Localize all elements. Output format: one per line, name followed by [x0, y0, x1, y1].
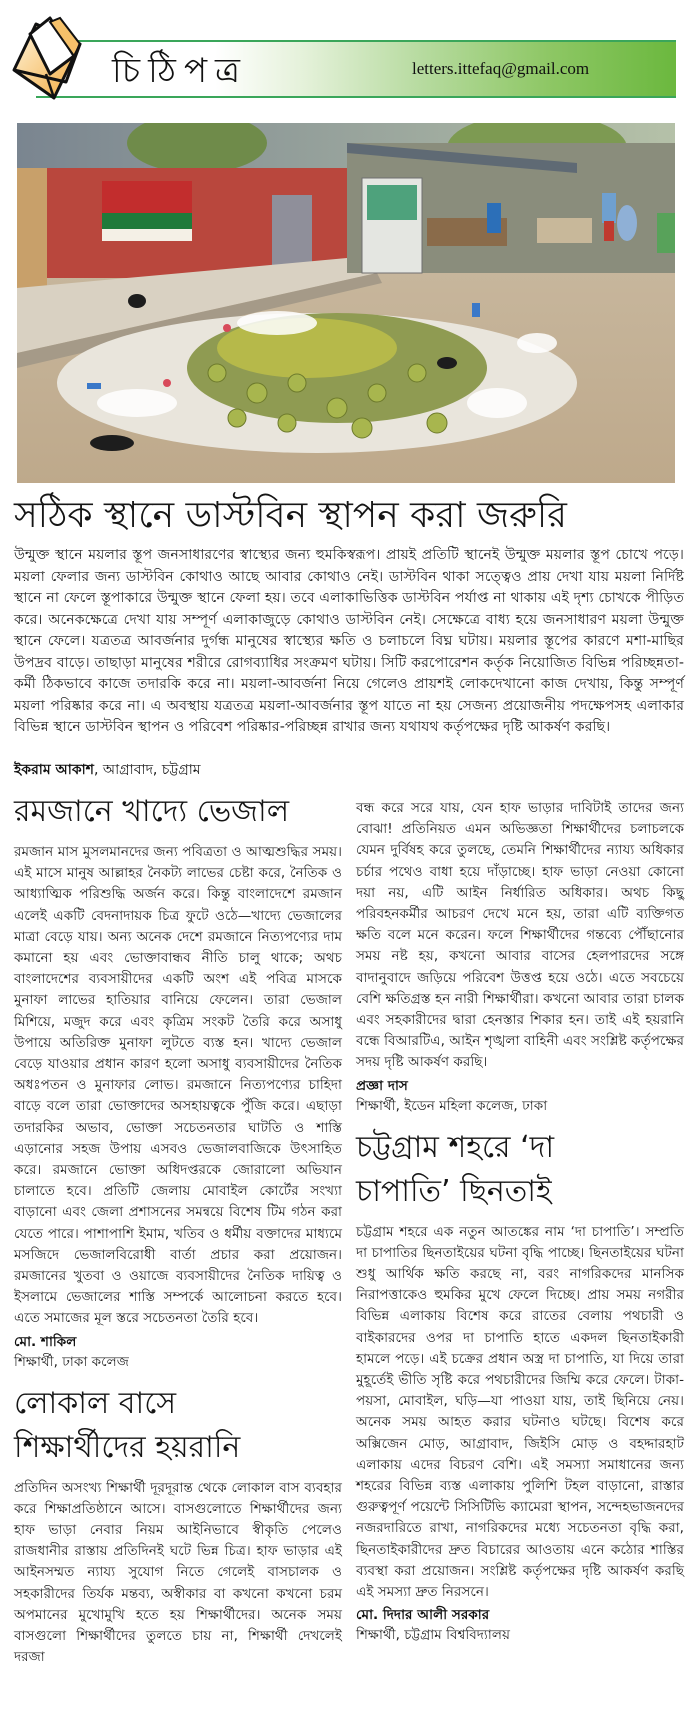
contact-email[interactable]: letters.ittefaq@gmail.com [412, 59, 590, 78]
letter-body: রমজান মাস মুসলমানদের জন্য পবিত্রতা ও আত্মশুদ্ধির সময়। এই মাসে মানুষ আল্লাহর নৈকট্য লাভের চেষ্টা করে, নৈতিক ও আধ্যাত্মিক পরিশুদ্ধি অর্জন করে। কিন্তু বাংলাদেশে রমজান এলেই একটি বেদনাদায়ক চিত্র ফুটে ওঠে—খাদ্যে ভেজালের মাত্রা বেড়ে যায়। অন্য অনেক দেশে রমজানে নিত্যপণ্যের দাম কমানো হয় এবং ভোক্তাবান্ধব নীতি চালু থাকে; অথচ বাংলাদেশের ব্যবসায়ীদের একটি অংশ এই পবিত্র মাসকে মুনাফা লাভের হাতিয়ার বানিয়ে ফেলেন। তারা ভেজাল মিশিয়ে, মজুদ করে এবং কৃত্রিম সংকট তৈরি করে অসাধু উপায়ে অতিরিক্ত মুনাফা লুটতে ব্যস্ত হন। খাদ্যে ভেজাল বেড়ে যাওয়ার প্রধান কারণ হলো অসাধু ব্যবসায়ীদের নৈতিক অধঃপতন ও মুনাফার লোভ। রমজানে নিত্যপণ্যের চাহিদা বাড়ে বলে তারা ভোক্তাদের অসহায়ত্বকে পুঁজি করে। এছাড়া তদারকির অভাব, ভোক্তা সচেতনতার ঘাটতি ও শাস্তি এড়ানোর সহজ উপায় এসবও ভেজালবাজিকে উৎসাহিত করে। রমজানে ভোক্তা অধিদপ্তরকে জোরালো অভিযান চালাতে হবে। প্রতিটি জেলায় মোবাইল কোর্টের সংখ্যা বাড়ানো এবং জেলা প্রশাসনের সমন্বয়ে বিশেষ টিম গঠন করা যেতে পারে। পাশাপাশি ইমাম, খতিব ও ধর্মীয় বক্তাদের মাধ্যমে মসজিদে ভেজালবিরোধী বার্তা প্রচার করা প্রয়োজন। রমজানের খুতবা ও ওয়াজে ব্যবসায়ীদের নৈতিক দায়িত্ব ও ইসলামে ভেজালের শাস্তি সম্পর্কে আলোচনা করতে হবে। এতে সমাজের মূল স্তরে সচেতনতা তৈরি হবে। [14, 844, 342, 1327]
letter-author: মো. দিদার আলী সরকার [356, 1607, 490, 1624]
letter-body-part2: বন্ধ করে সরে যায়, যেন হাফ ভাড়ার দাবিটাই তাদের জন্য বোঝা! প্রতিনিয়ত এমন অভিজ্ঞতা শিক্ষার্থীদের চলাচলকে যেমন দুর্বিষহ করে তুলছে, তেমনি শিক্ষার্থীদের ন্যায্য অধিকার চর্চার পথেও বাধা হয়ে দাঁড়াচ্ছে। হাফ ভাড়া নেওয়া কোনো দয়া নয়, এটি আইন নির্ধারিত অধিকার। অথচ কিছু পরিবহনকর্মীর আচরণ দেখে মনে হয়, তারা এটি ব্যক্তিগত ক্ষতি বলে মনে করেন। ফলে শিক্ষার্থীদের গন্তব্যে পৌঁছানোর সময় নষ্ট হয়, কখনো আবার বাসের হেলপারদের সঙ্গে বাদানুবাদে জড়িয়ে পরিবেশ উত্তপ্ত হয়ে ওঠে। এতে সবচেয়ে বেশি ক্ষতিগ্রস্ত হন নারী শিক্ষার্থীরা। কখনো আবার তারা চালক এবং সহকারীদের দ্বারা হেনস্তার শিকার হন। তাই এই হয়রানি বন্ধে বিআরটিএ, আইন শৃঙ্খলা বাহিনী এবং সংশ্লিষ্ট কর্তৃপক্ষের সদয় দৃষ্টি আকর্ষণ করছি। [356, 800, 684, 1071]
letter-title-line2: চাপাতি’ ছিনতাই [356, 1173, 552, 1209]
letter-ramadan [14, 790, 342, 1372]
letter-title [356, 1126, 684, 1214]
envelope-icon [10, 16, 98, 102]
letter-chattogram-snatching [356, 1126, 684, 1646]
letter-local-bus [14, 1382, 342, 1669]
lead-article-signature [14, 760, 201, 780]
letter-affiliation: শিক্ষার্থী, ঢাকা কলেজ [14, 1353, 129, 1370]
left-column [14, 790, 342, 1669]
letter-body-part1: প্রতিদিন অসংখ্য শিক্ষার্থী দূরদূরান্ত থেকে লোকাল বাস ব্যবহার করে শিক্ষাপ্রতিষ্ঠানে আসে। বাসগুলোতে শিক্ষার্থীদের জন্য হাফ ভাড়া নেবার নিয়ম আইনিভাবে স্বীকৃতি পেলেও রাজধানীর রাস্তায় প্রতিদিনই ঘটে ভিন্ন চিত্র। হাফ ভাড়ার এই আইনসম্মত ন্যায্য সুযোগ নিতে গেলেই বাসচালক ও সহকারীদের তির্যক মন্তব্য, অস্বীকার বা কখনো কখনো চরম অপমানের মুখোমুখি হতে হয় শিক্ষার্থীদের। অনেক সময় বাসগুলো শিক্ষার্থীদের তুলতে চায় না, শিক্ষার্থী দেখলেই দরজা [14, 1479, 342, 1666]
section-title: চিঠিপত্র [112, 51, 249, 91]
letter-title-line1: লোকাল বাসে [14, 1385, 177, 1421]
lead-article-body: উন্মুক্ত স্থানে ময়লার স্তূপ জনসাধারণের স্বাস্থ্যের জন্য হুমকিস্বরূপ। প্রায়ই প্রতিটি স্থানেই উন্মুক্ত ময়লার স্তূপ চোখে পড়ে। ময়লা ফেলার জন্য ডাস্টবিন কোথাও আছে আবার কোথাও নেই। ডাস্টবিন থাকা সত্ত্বেও প্রায় দেখা যায় ময়লা নির্দিষ্ট স্থানে না ফেলে স্তূপাকারে উন্মুক্ত স্থানে ফেলা হয়। তবে এলাকাভিত্তিক ডাস্টবিন পর্যাপ্ত না থাকায় এই দৃশ্য চোখকে পীড়িত করে। অনেকক্ষেত্রে দেখা যায় সম্পূর্ণ এলাকাজুড়ে কোথাও ডাস্টবিন নেই। সেক্ষেত্রে বাধ্য হয়ে জনসাধারণ ময়লা উন্মুক্ত স্থানে ফেলে। যত্রতত্র আবর্জনার দুর্গন্ধ মানুষের স্বাস্থ্যের ক্ষতি ও চলাচলে বিঘ্ন ঘটায়। ময়লার স্তূপের কারণে মশা-মাছির উপদ্রব বাড়ে। তাছাড়া মানুষের শরীরে রোগব্যাধির সংক্রমণ ঘটায়। সিটি করপোরেশন কর্তৃক নিয়োজিত বিভিন্ন পরিচ্ছন্নতা-কর্মী ঠিকভাবে কাজে তদারকি করে না। ময়লা-আবর্জনা নিয়ে গেলেও প্রায়শই লোকদেখানো কাজ দেখায়, কিন্তু সম্পূর্ণ ময়লা পরিষ্কার করে না। এ অবস্থায় যত্রতত্র ময়লা-আবর্জনার স্তূপ যাতে না হয় সেজন্য প্রয়োজনীয় পদক্ষেপসহ এলাকার বিভিন্ন স্থানে ডাস্টবিন স্থাপন ও পরিবেশ পরিষ্কার-পরিচ্ছন্ন রাখার জন্য যথাযথ কর্তৃপক্ষের দৃষ্টি আকর্ষণ করছি। [14, 547, 684, 735]
letter-author: মো. শাকিল [14, 1333, 77, 1350]
letter-body: চট্টগ্রাম শহরে এক নতুন আতঙ্কের নাম ‘দা চাপাতি’। সম্প্রতি দা চাপাতির ছিনতাইয়ের ঘটনা বৃদ্ধি পাচ্ছে। ছিনতাইয়ের ঘটনা শুধু আর্থিক ক্ষতি করছে না, বরং নাগরিকদের মানসিক নিরাপত্তাকেও হুমকির মুখে ফেলে দিচ্ছে। প্রায় সময় নগরীর বিভিন্ন এলাকায় বিশেষ করে রাতের বেলায় পথচারী ও বাইকারদের ওপর দা চাপাতি হাতে একদল ছিনতাইকারী হামলে পড়ে। এই চক্রের প্রধান অস্ত্র দা চাপাতি, যা দিয়ে তারা মুহূর্তেই ভীতি সৃষ্টি করে পথচারীদের জিম্মি করে ফেলে। টাকা-পয়সা, মোবাইল, ঘড়ি—যা পাওয়া যায়, তাই ছিনিয়ে নেয়। অনেক সময় আহত করার ঘটনাও ঘটছে। বিশেষ করে অক্সিজেন মোড়, আগ্রাবাদ, জিইসি মোড় ও বহদ্দারহাট এলাকায় এদের বিচরণ বেশি। এই সমস্যা সমাধানের জন্য শহরের বিভিন্ন ব্যস্ত এলাকায় পুলিশি টহল বাড়ানো, রাস্তার গুরুত্বপূর্ণ পয়েন্টে সিসিটিভি ক্যামেরা স্থাপন, সন্দেহভাজনদের নজরদারিতে রাখা, নাগরিকদের মধ্যে সচেতনতা বৃদ্ধি করা, ছিনতাইকারীদের দ্রুত বিচারের আওতায় এনে কঠোর শাস্তির ব্যবস্থা করা প্রয়োজন। সংশ্লিষ্ট কর্তৃপক্ষের দৃষ্টি আকর্ষণ করছি এই সমস্যা দ্রুত নিরসনে। [356, 1223, 684, 1601]
letter-author: প্রজ্ঞা দাস [356, 1077, 408, 1094]
letter-local-bus-continued [356, 798, 684, 1116]
letter-title: রমজানে খাদ্যে ভেজাল [14, 794, 290, 829]
article-photo [17, 123, 675, 483]
letter-affiliation: শিক্ষার্থী, চট্টগ্রাম বিশ্ববিদ্যালয় [356, 1627, 510, 1644]
masthead [0, 0, 696, 112]
lead-article-location: , আগ্রাবাদ, চট্টগ্রাম [93, 762, 201, 778]
lead-article-author: ইকরাম আকাশ [14, 762, 94, 778]
letter-affiliation: শিক্ষার্থী, ইডেন মহিলা কলেজ, ঢাকা [356, 1097, 548, 1114]
letter-title [14, 1382, 342, 1470]
garbage-street-photo [17, 123, 675, 483]
lead-article-title: সঠিক স্থানে ডাস্টবিন স্থাপন করা জরুরি [14, 495, 567, 536]
letter-title-line1: চট্টগ্রাম শহরে ‘দা [356, 1129, 555, 1165]
right-column [356, 798, 684, 1645]
letter-title-line2: শিক্ষার্থীদের হয়রানি [14, 1429, 241, 1465]
